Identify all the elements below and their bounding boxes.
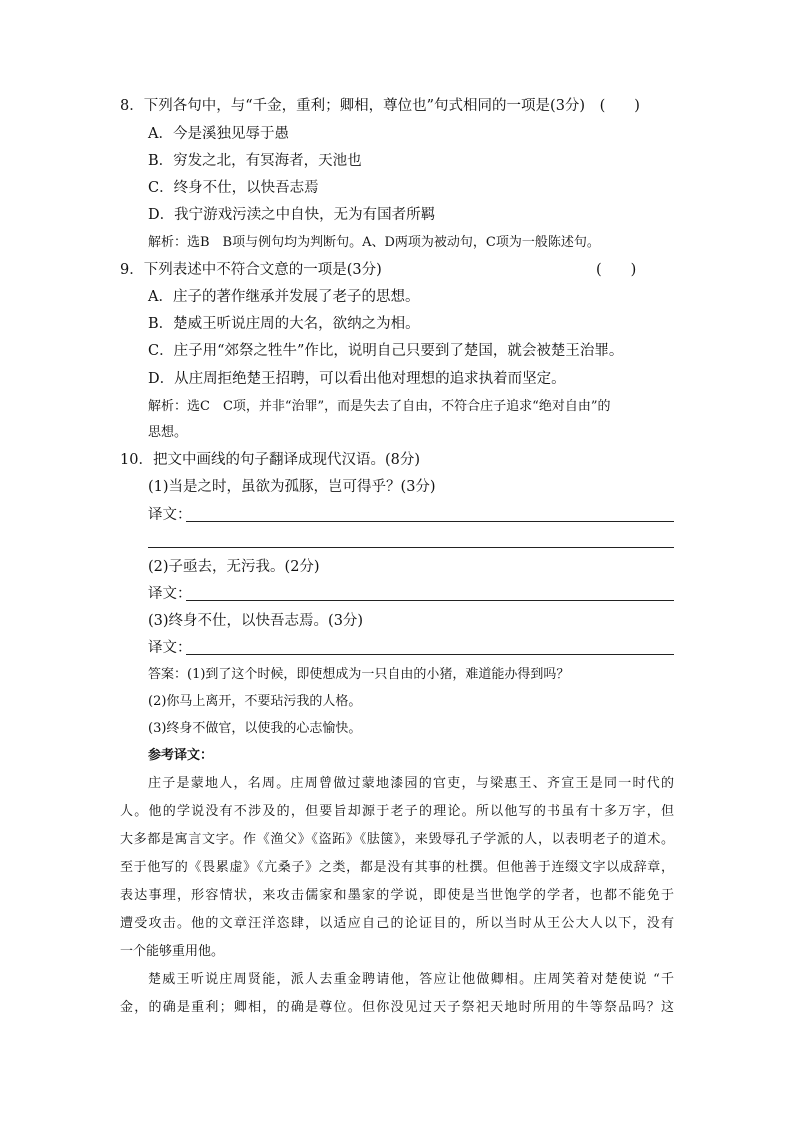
q8-stem: 8．下列各句中，与“千金，重利；卿相，尊位也”句式相同的一项是(3分) ( ): [120, 98, 640, 114]
reference-p2-line: 金，的确是重利；卿相，的确是尊位。但你没见过天子祭祀天地时所用的牛等祭品吗？这: [120, 1000, 674, 1015]
q10-sub1: (1)当是之时，虽欲为孤豚，岂可得乎？(3分): [148, 479, 436, 495]
reference-p1-line: 表达事理，形容情状，来攻击儒家和墨家的学说，即使是当世饱学的学者，也都不能免于: [120, 888, 674, 903]
q10-answer-3: (3)终身不做官，以使我的心志愉快。: [148, 721, 362, 736]
q9-analysis-line1: 解析：选C C项，并非“治罪”，而是失去了自由，不符合庄子追求“绝对自由”的: [148, 399, 611, 414]
q10-translation-label-2: 译文：: [148, 586, 192, 602]
q8-analysis: 解析：选B B项与例句均为判断句。A、D两项为被动句，C项为一般陈述句。: [148, 235, 600, 250]
reference-p1-line: 大多都是寓言文字。作《渔父》《盗跖》《胠箧》，来毁辱孔子学派的人，以表明老子的道术。: [120, 832, 674, 847]
q9-analysis-line2: 思想。: [148, 425, 188, 440]
q10-sub2: (2)子亟去，无污我。(2分): [148, 559, 320, 575]
q8-option-a: A．今是溪独见辱于愚: [148, 126, 289, 142]
q8-option-b: B．穷发之北，有冥海者，天池也: [148, 153, 362, 169]
reference-label: 参考译文：: [148, 748, 214, 763]
q9-answer-bracket: ( ): [596, 262, 637, 278]
q10-answer-line-3[interactable]: [186, 654, 674, 655]
q9-option-c: C．庄子用“郊祭之牲牛”作比，说明自己只要到了楚国，就会被楚王治罪。: [148, 343, 624, 359]
q8-option-d: D．我宁游戏污渎之中自快，无为有国者所羁: [148, 207, 436, 223]
q9-stem: 9．下列表述中不符合文意的一项是(3分): [120, 262, 382, 278]
q10-answer-line-2[interactable]: [186, 600, 674, 601]
q10-answer-2: (2)你马上离开，不要玷污我的人格。: [148, 694, 362, 709]
q10-stem: 10．把文中画线的句子翻译成现代汉语。(8分): [120, 452, 420, 468]
q10-sub3: (3)终身不仕，以快吾志焉。(3分): [148, 613, 364, 629]
q10-translation-label-3: 译文：: [148, 640, 192, 656]
reference-p1-line: 人。他的学说没有不涉及的，但要旨却源于老子的理论。所以他写的书虽有十多万字，但: [120, 804, 674, 819]
q10-answer-line-1b[interactable]: [148, 547, 674, 548]
q10-answer-line-1a[interactable]: [186, 521, 674, 522]
reference-p2-line: 楚威王听说庄周贤能，派人去重金聘请他，答应让他做卿相。庄周笑着对楚使说 “千: [148, 972, 674, 987]
q9-option-a: A．庄子的著作继承并发展了老子的思想。: [148, 289, 420, 305]
reference-p1-line: 一个能够重用他。: [120, 944, 225, 959]
reference-p1-line: 庄子是蒙地人，名周。庄周曾做过蒙地漆园的官吏，与梁惠王、齐宣王是同一时代的: [148, 776, 674, 791]
q10-answer-1: 答案：(1)到了这个时候，即使想成为一只自由的小猪，难道能办得到吗？: [148, 667, 570, 682]
q9-option-d: D．从庄周拒绝楚王招聘，可以看出他对理想的追求执着而坚定。: [148, 371, 566, 387]
q8-option-c: C．终身不仕，以快吾志焉: [148, 180, 319, 196]
reference-p1-line: 遭受攻击。他的文章汪洋恣肆，以适应自己的论证目的，所以当时从王公大人以下，没有: [120, 916, 674, 931]
q9-option-b: B．楚威王听说庄周的大名，欲纳之为相。: [148, 316, 420, 332]
q10-translation-label-1: 译文：: [148, 507, 192, 523]
reference-p1-line: 至于他写的《畏累虚》《亢桑子》之类，都是没有其事的杜撰。但他善于连缀文字以成辞章，: [120, 860, 674, 875]
